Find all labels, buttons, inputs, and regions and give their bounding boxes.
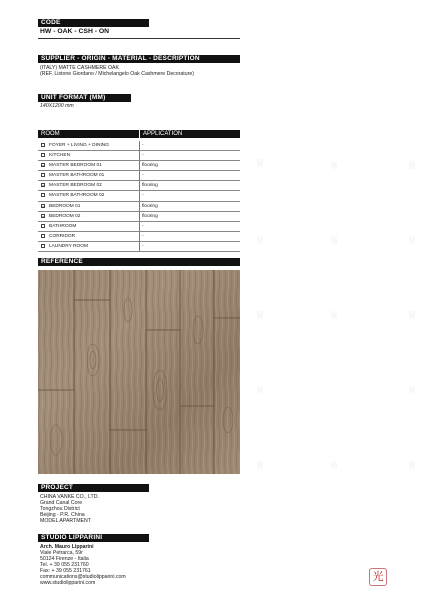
studio-city: 50124 Firenze - Italia: [40, 556, 89, 562]
application: -: [142, 153, 144, 159]
application: flooring: [142, 213, 158, 219]
table-row: [38, 222, 240, 232]
project-line: MODEL APARTMENT: [40, 518, 91, 524]
checkbox[interactable]: ×: [42, 213, 45, 219]
studio-email[interactable]: communications@studiolipparini.com: [40, 574, 126, 580]
project-line: Tongzhou District: [40, 506, 80, 512]
reference-wood-image: [38, 270, 240, 474]
table-row: [38, 191, 240, 201]
checkbox[interactable]: [41, 234, 45, 238]
column-divider: [139, 130, 140, 138]
studio-address: Viale Petrarca, 59r: [40, 550, 83, 556]
room-name: FOYER + LIVING + DINING: [49, 143, 109, 148]
supplier-header: SUPPLIER - ORIGIN - MATERIAL - DESCRIPTION: [38, 55, 240, 63]
studio-fax: Fax: + 39 055 231761: [40, 568, 91, 574]
room-col-label: ROOM: [41, 131, 60, 137]
project-header: PROJECT: [38, 484, 149, 492]
application: -: [142, 223, 144, 229]
supplier-line1: (ITALY) MATTE CASHMERE OAK: [40, 65, 119, 71]
room-name: MASTER BEDROOM 02: [49, 183, 102, 189]
table-row: [38, 161, 240, 171]
checkbox[interactable]: [41, 244, 45, 248]
table-row: [38, 212, 240, 222]
room-table-header: [38, 130, 240, 138]
studio-name: Arch. Mauro Lipparini: [40, 544, 94, 550]
application-col-label: APPLICATION: [143, 131, 183, 137]
application: flooring: [142, 203, 158, 209]
application: -: [142, 143, 144, 148]
application: -: [142, 243, 144, 249]
application: -: [142, 173, 144, 179]
room-name: LAUNDRY ROOM: [49, 243, 89, 249]
checkbox[interactable]: [41, 153, 45, 157]
table-row: [38, 181, 240, 191]
table-row: [38, 232, 240, 242]
unit-value: 140X1200 mm: [40, 103, 74, 109]
supplier-line2: (REF. Listone Giordano / Michelangelo Oak Cashmere Decorature): [40, 71, 194, 77]
application: -: [142, 193, 144, 199]
studio-tel: Tel. + 39 055 231760: [40, 562, 89, 568]
checkbox[interactable]: [41, 193, 45, 197]
checkbox[interactable]: ×: [42, 183, 45, 189]
room-name: MASTER BEDROOM 01: [49, 163, 102, 169]
application: flooring: [142, 163, 158, 169]
checkbox[interactable]: [41, 173, 45, 177]
table-row: [38, 151, 240, 161]
checkbox[interactable]: ×: [42, 203, 45, 209]
room-name: MASTER BATHROOM 01: [49, 173, 105, 179]
unit-header: UNIT FORMAT (MM): [38, 94, 131, 102]
checkbox[interactable]: ×: [42, 163, 45, 169]
studio-website[interactable]: www.studiolipparini.com: [40, 580, 96, 586]
wood-grain: [38, 270, 240, 474]
room-name: BEDROOM 01: [49, 203, 81, 209]
divider: [38, 38, 240, 39]
code-header: CODE: [38, 19, 149, 27]
table-row: [38, 202, 240, 212]
room-name: CORRIDOR: [49, 233, 76, 239]
table-row: [38, 242, 240, 252]
room-name: MASTER BATHROOM 02: [49, 193, 105, 199]
checkbox[interactable]: [41, 143, 45, 147]
studio-header: STUDIO LIPPARINI: [38, 534, 149, 542]
checkbox[interactable]: [41, 224, 45, 228]
application: -: [142, 233, 144, 239]
studio-logo-icon: 光: [369, 568, 387, 586]
reference-header: REFERENCE: [38, 258, 240, 266]
project-line: Beijing - P.R. China: [40, 512, 85, 518]
project-line: Grand Canal Core: [40, 500, 83, 506]
room-name: BEDROOM 02: [49, 213, 81, 219]
room-name: BATHROOM: [49, 223, 77, 229]
room-name: KITCHEN: [49, 153, 71, 159]
code-value: HW - OAK - CSH - ON: [40, 28, 110, 35]
application: flooring: [142, 183, 158, 189]
room-table: [38, 141, 240, 252]
table-row: [38, 141, 240, 151]
project-line: CHINA VANKE CO., LTD.: [40, 494, 99, 500]
table-row: [38, 171, 240, 181]
